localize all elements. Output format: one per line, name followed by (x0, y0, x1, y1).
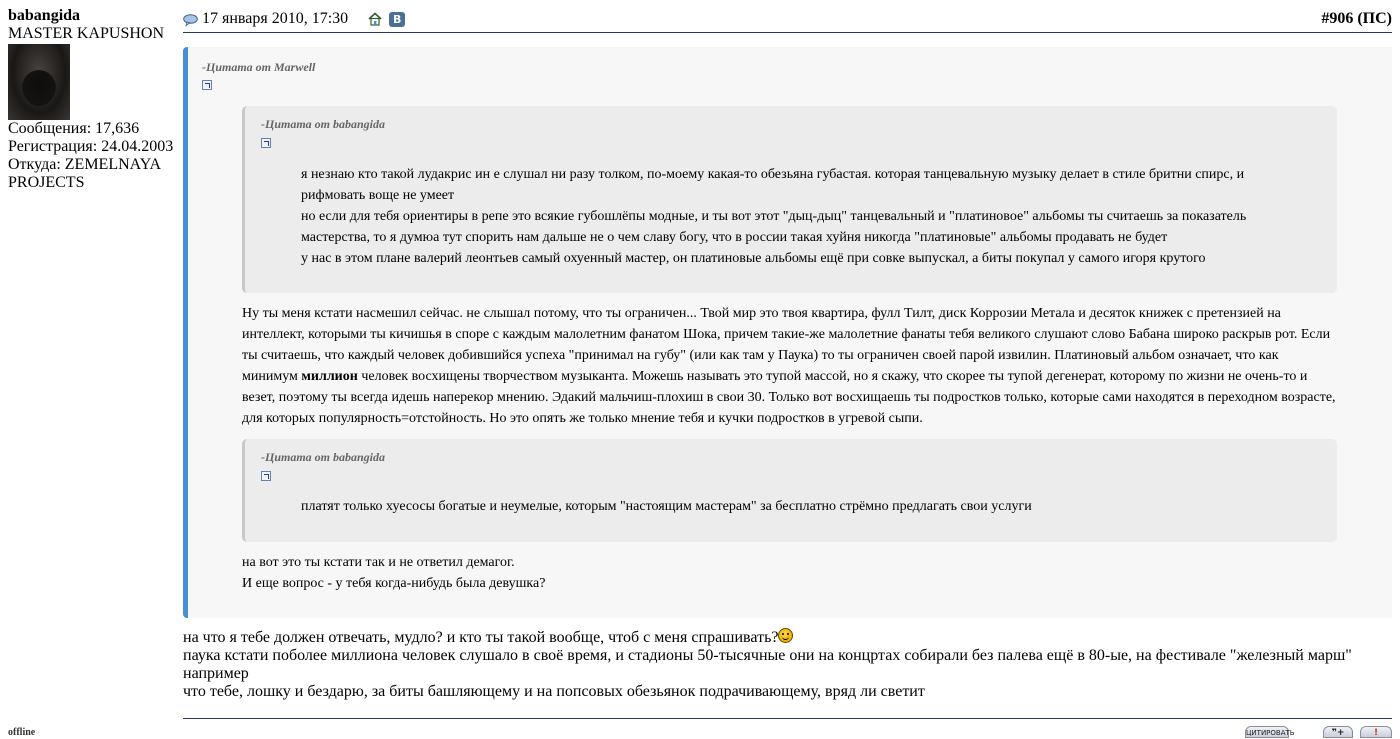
multiquote-button[interactable]: ❞+ (1323, 726, 1353, 738)
quote-end-text (242, 552, 1352, 594)
avatar[interactable] (8, 44, 70, 120)
text-line: Ну ты меня кстати насмешил сейчас. не слышал потому, что ты ограничен... Твой мир это твоя квартира, фулл Тилт, диск Коррозии Метала и десяток книжек с претензией на (242, 306, 1281, 321)
text-line: везет, поэтому ты всегда идешь наперекор мнению. Эдакий мальчиш-плохиш в свои 30. Только вот восхищаешь ты подростков только, которые сами находятся в переходном возрасте, (242, 390, 1336, 405)
text-line: платят только хуесосы богатые и неумелые, которым "настоящим мастерам" за бесплатно стрёмно предлагать свои услуги (301, 499, 1032, 514)
footer-divider (183, 718, 1392, 719)
reply-line-2: паука кстати поболее миллиона человек слушало в своё время, и стадионы 50-тысячные они на концртах собирали без палева ещё в 80-ые, на фестивале "железный марш" (183, 647, 1352, 664)
post-number-suffix: (ПС) (1357, 10, 1392, 27)
reply-line-1-text: на что я тебе должен отвечать, мудло? и кто ты такой вообще, чтоб с меня спрашивать? (183, 629, 779, 646)
text-line: И еще вопрос - у тебя когда-нибудь была девушка? (242, 576, 546, 591)
quote-author-marwell: -Цитата от Marwell (202, 60, 316, 74)
online-status: offline (8, 727, 36, 738)
post-number-value[interactable]: #906 (1321, 10, 1354, 27)
nested-quote-2-author: -Цитата от babangida (261, 450, 386, 464)
post-date: 17 января 2010, 17:30 (202, 10, 349, 27)
nested-quote-1-author: -Цитата от babangida (261, 117, 386, 131)
nested-quote-2 (242, 439, 1337, 542)
user-location-1: Откуда: ZEMELNAYA (8, 156, 162, 173)
quote-outer (183, 47, 1392, 618)
post-header (183, 7, 1392, 33)
text-line: я незнаю кто такой лудакрис ин е слушал ни разу толком, по-моему какая-то обезьяна губастая. которая танцевальную музыку делает в стиле бритни спирс, и (301, 167, 1245, 182)
text-segment: человек восхищены творчеством музыканта. Можешь называть это тупой массой, но я скажу, что скорее ты тупой дегенерат, которому по жизни не очень-то и (357, 369, 1308, 384)
user-registered: Регистрация: 24.04.2003 (8, 138, 174, 155)
vk-icon[interactable]: B (389, 12, 405, 27)
quote-source-link-icon[interactable] (202, 80, 212, 90)
text-line: ты считаешь, что каждый человек добившийся успеха "принимал на губу" (или как там у Паука) то ты ограничен своей парой извилин. Платиновый альбом означает, что как (242, 348, 1279, 363)
text-line: у нас в этом плане валерий леонтьев самый охуенный мастер, он платиновые альбомы ещё при совке выпускал, а биты покупал у самого игоря крутого (301, 251, 1206, 266)
user-location-2: PROJECTS (8, 174, 85, 191)
text-line: рифмовать воще не умеет (301, 188, 455, 203)
user-info (8, 7, 180, 192)
text-line: но если для тебя ориентиры в репе это всякие губошлёпы модные, и ты вот этот "дыц-дыц" танцевальный и "платиновое" альбомы ты считаешь за показатель (301, 209, 1247, 224)
quote-button[interactable]: ЦИТИРОВАТЬ (1245, 726, 1289, 738)
username[interactable]: babangida (8, 7, 81, 24)
post-bubble-icon (183, 13, 198, 25)
text-line: интеллект, которыми ты кичишья в споре с каждым малолетним фанатом Шока, причем такие-же малолетние фанаты тебя великого слушают слово Бабана широко раскрыв рот. Если (242, 327, 1331, 342)
user-rank: MASTER KAPUSHON (8, 25, 165, 42)
text-line (242, 366, 1352, 387)
reply-line-4: что тебе, лошку и бездарю, за биты башляющему и на попсовых обезьянок подрачивающему, вряд ли светит (183, 683, 925, 700)
report-button[interactable]: ! (1360, 726, 1392, 738)
nested-quote-1 (242, 106, 1337, 293)
bold-word: миллион (301, 369, 358, 384)
nested-quote-1-link-icon[interactable] (261, 138, 271, 148)
reply-line-1 (183, 628, 1392, 647)
text-line: для которых популярность=отстойность. Но это опять же только мнение тебя и кучки подростков в угревой сыпи. (242, 411, 923, 426)
text-segment: минимум (242, 369, 302, 384)
text-line: мастерства, то я думюа тут спорить нам дальше не о чем славу богу, что в россии такая хуйня никогда "платиновые" альбомы продавать не будет (301, 230, 1168, 245)
smiley-icon (778, 628, 793, 643)
post-number[interactable] (1321, 10, 1392, 28)
reply-line-3: например (183, 665, 249, 682)
reply-text (183, 628, 1392, 701)
text-line: на вот это ты кстати так и не ответил демагог. (242, 555, 515, 570)
user-post-count: Сообщения: 17,636 (8, 120, 140, 137)
nested-quote-1-text (301, 164, 1321, 269)
quote-body-text (242, 303, 1352, 429)
home-icon[interactable] (368, 12, 382, 26)
nested-quote-2-link-icon[interactable] (261, 471, 271, 481)
nested-quote-2-text (301, 496, 1321, 517)
